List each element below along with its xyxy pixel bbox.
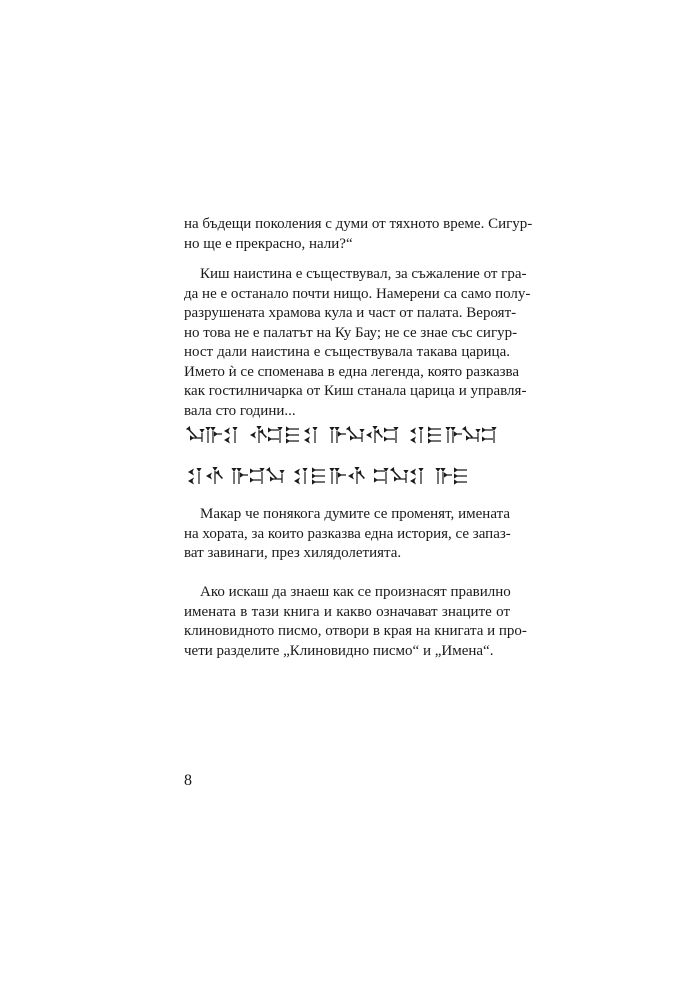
text-line: вала сто години... — [184, 402, 296, 419]
cuneiform-line-1 — [184, 422, 514, 448]
text-line: как гостилничарка от Киш станала царица и управля- — [184, 383, 527, 399]
text-line: ност дали наистина е съществувала такава царица. — [184, 344, 510, 360]
cuneiform-signs-image — [184, 463, 514, 489]
paragraph-1 — [184, 215, 533, 254]
text-line: имената в тази книга и какво означават знаците от — [184, 603, 510, 620]
text-line: клиновидното писмо, отвори в края на книгата и про- — [184, 623, 527, 639]
text-line: ват завинаги, през хилядолетията. — [184, 545, 402, 561]
paragraph-4 — [184, 583, 527, 661]
text-line: Макар че понякога думите се променят, имената — [200, 506, 510, 522]
text-line: но ще е прекрасно, нали?“ — [184, 235, 353, 252]
text-line: чети разделите „Клиновидно писмо“ и „Имена“. — [184, 642, 494, 659]
paragraph-3 — [184, 505, 510, 564]
text-line: Ако искаш да знаеш как се произнасят правилно — [200, 584, 511, 600]
cuneiform-line-2 — [184, 463, 514, 489]
text-line: Киш наистина е съществувал, за съжаление от гра- — [200, 266, 527, 282]
text-line: разрушената храмова кула и част от палата. Вероят- — [184, 305, 517, 321]
text-line: но това не е палатът на Ку Бау; не се знае със сигур- — [184, 324, 518, 341]
text-line: на хората, за които разказва една история, се запаз- — [184, 525, 511, 542]
text-line: да не е останало почти нищо. Намерени са само полу- — [184, 285, 531, 302]
page-number: 8 — [184, 772, 192, 789]
text-line: на бъдещи поколения с думи от тяхното време. Сигур- — [184, 216, 533, 232]
paragraph-2 — [184, 265, 531, 421]
text-line: Името ѝ се споменава в една легенда, която разказва — [184, 363, 520, 380]
cuneiform-signs-image — [184, 422, 514, 448]
